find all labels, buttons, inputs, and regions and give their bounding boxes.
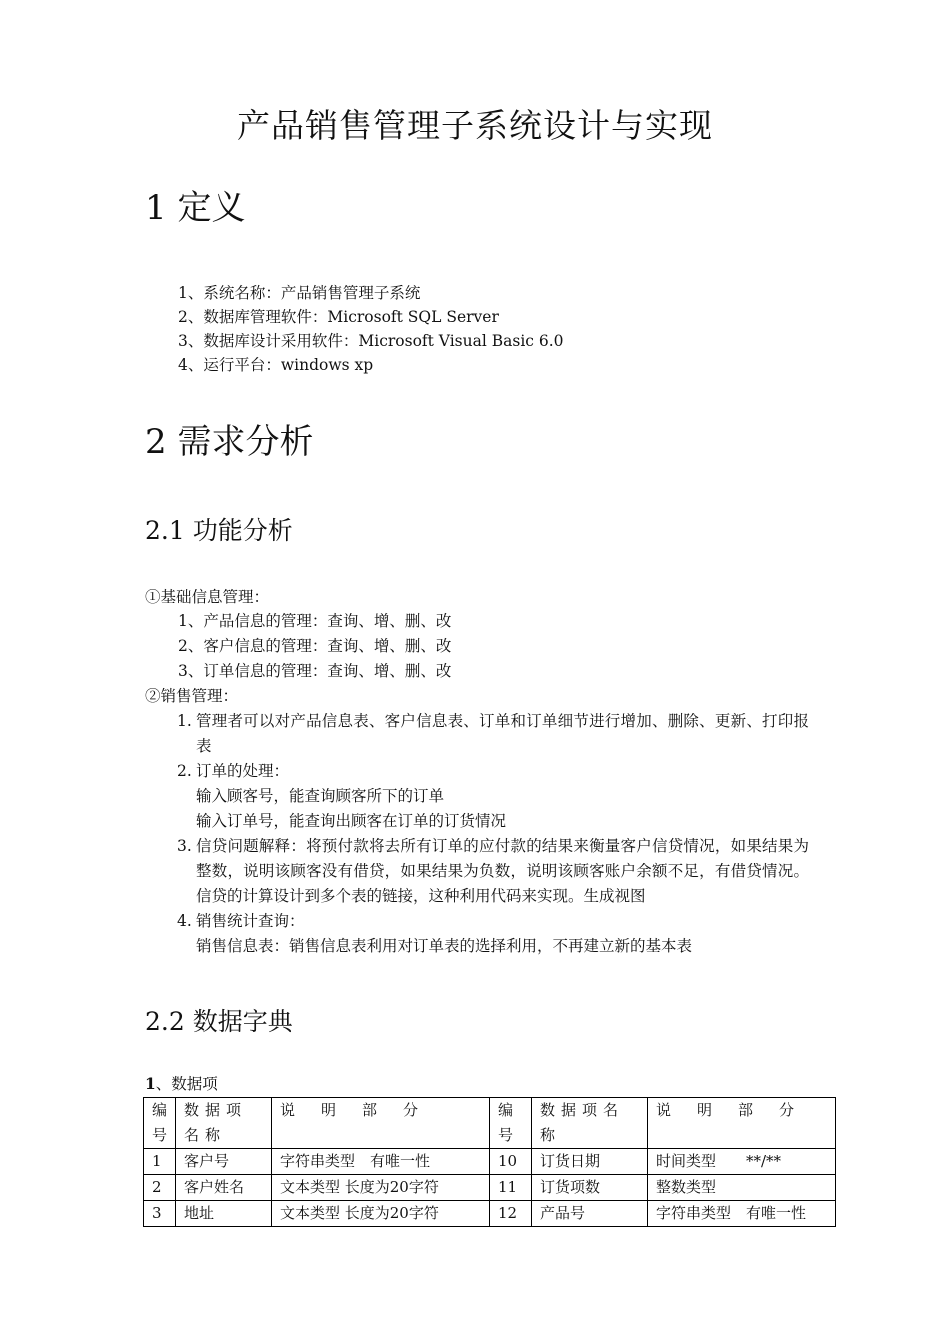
- table-cell: 订货项数: [532, 1175, 648, 1201]
- table-header-row: [144, 1098, 836, 1149]
- data-item-table: [143, 1097, 836, 1227]
- definition-item: 4、运行平台：windows xp: [178, 356, 374, 374]
- table-cell: 11: [490, 1175, 532, 1201]
- group-item: 3、订单信息的管理：查询、增、删、改: [178, 662, 452, 680]
- paragraph-number: 2.: [177, 762, 192, 780]
- table-cell: 地址: [176, 1201, 272, 1227]
- table-caption: [145, 1072, 218, 1096]
- group-item: 2、客户信息的管理：查询、增、删、改: [178, 637, 452, 655]
- paragraph-text: 管理者可以对产品信息表、客户信息表、订单和订单细节进行增加、删除、更新、打印报表: [196, 712, 809, 755]
- sub-line: 销售信息表：销售信息表利用对订单表的选择利用，不再建立新的基本表: [196, 937, 693, 955]
- table-cell: 客户姓名: [176, 1175, 272, 1201]
- table-cell: 整数类型: [648, 1175, 836, 1201]
- table-cell: 2: [144, 1175, 176, 1201]
- table-cell: 文本类型 长度为20字符: [272, 1201, 490, 1227]
- sub-line: 输入顾客号，能查询顾客所下的订单: [196, 787, 445, 805]
- definition-item: 3、数据库设计采用软件：Microsoft Visual Basic 6.0: [178, 332, 564, 350]
- caption-number: 1: [145, 1074, 156, 1093]
- sales-paragraph-2: [177, 759, 809, 784]
- table-cell: 产品号: [532, 1201, 648, 1227]
- paragraph-number: 1.: [177, 712, 192, 730]
- table-cell: 时间类型 **/**: [648, 1149, 836, 1175]
- table-cell: 字符串类型 有唯一性: [272, 1149, 490, 1175]
- section-2-heading: 2 需求分析: [145, 422, 314, 462]
- caption-text: 、数据项: [155, 1075, 218, 1093]
- table-cell: 文本类型 长度为20字符: [272, 1175, 490, 1201]
- table-cell: 3: [144, 1201, 176, 1227]
- section-1-heading: 1 定义: [145, 188, 246, 228]
- header-cell: 说明部分: [648, 1098, 836, 1149]
- paragraph-text: 销售统计查询：: [196, 912, 305, 930]
- definition-item: 2、数据库管理软件：Microsoft SQL Server: [178, 308, 499, 326]
- group-title-sales: ②销售管理：: [145, 687, 239, 705]
- paragraph-text: 信贷问题解释：将预付款将去所有订单的应付款的结果来衡量客户信贷情况，如果结果为整数，说明该顾客没有借贷，如果结果为负数，说明该顾客账户余额不足，有借贷情况。信贷的计算设计到多个表的链接，这种利用代码来实现。生成视图: [196, 837, 809, 905]
- table-cell: 1: [144, 1149, 176, 1175]
- table-cell: 订货日期: [532, 1149, 648, 1175]
- subsection-2-2-heading: 2.2 数据字典: [145, 1007, 293, 1036]
- group-title-basic-info: ①基础信息管理：: [145, 588, 270, 606]
- table-row: [144, 1201, 836, 1227]
- table-cell: 12: [490, 1201, 532, 1227]
- table-row: [144, 1175, 836, 1201]
- table-cell: 客户号: [176, 1149, 272, 1175]
- header-cell: 数据项名称: [176, 1098, 272, 1149]
- sales-paragraph-3: [177, 834, 809, 909]
- paragraph-number: 3.: [177, 837, 192, 855]
- paragraph-number: 4.: [177, 912, 192, 930]
- table-cell: 字符串类型 有唯一性: [648, 1201, 836, 1227]
- subsection-2-1-heading: 2.1 功能分析: [145, 516, 293, 545]
- group-item: 1、产品信息的管理：查询、增、删、改: [178, 612, 452, 630]
- document-title: 产品销售管理子系统设计与实现: [237, 106, 713, 145]
- sub-line: 输入订单号，能查询出顾客在订单的订货情况: [196, 812, 507, 830]
- header-cell: 编号: [490, 1098, 532, 1149]
- header-cell: 数据项名称: [532, 1098, 648, 1149]
- paragraph-text: 订单的处理：: [196, 762, 290, 780]
- sales-paragraph-1: [177, 709, 809, 759]
- definition-item: 1、系统名称：产品销售管理子系统: [178, 284, 421, 302]
- table-cell: 10: [490, 1149, 532, 1175]
- header-cell: 说明部分: [272, 1098, 490, 1149]
- header-cell: 编号: [144, 1098, 176, 1149]
- sales-paragraph-4: [177, 909, 809, 934]
- table-row: [144, 1149, 836, 1175]
